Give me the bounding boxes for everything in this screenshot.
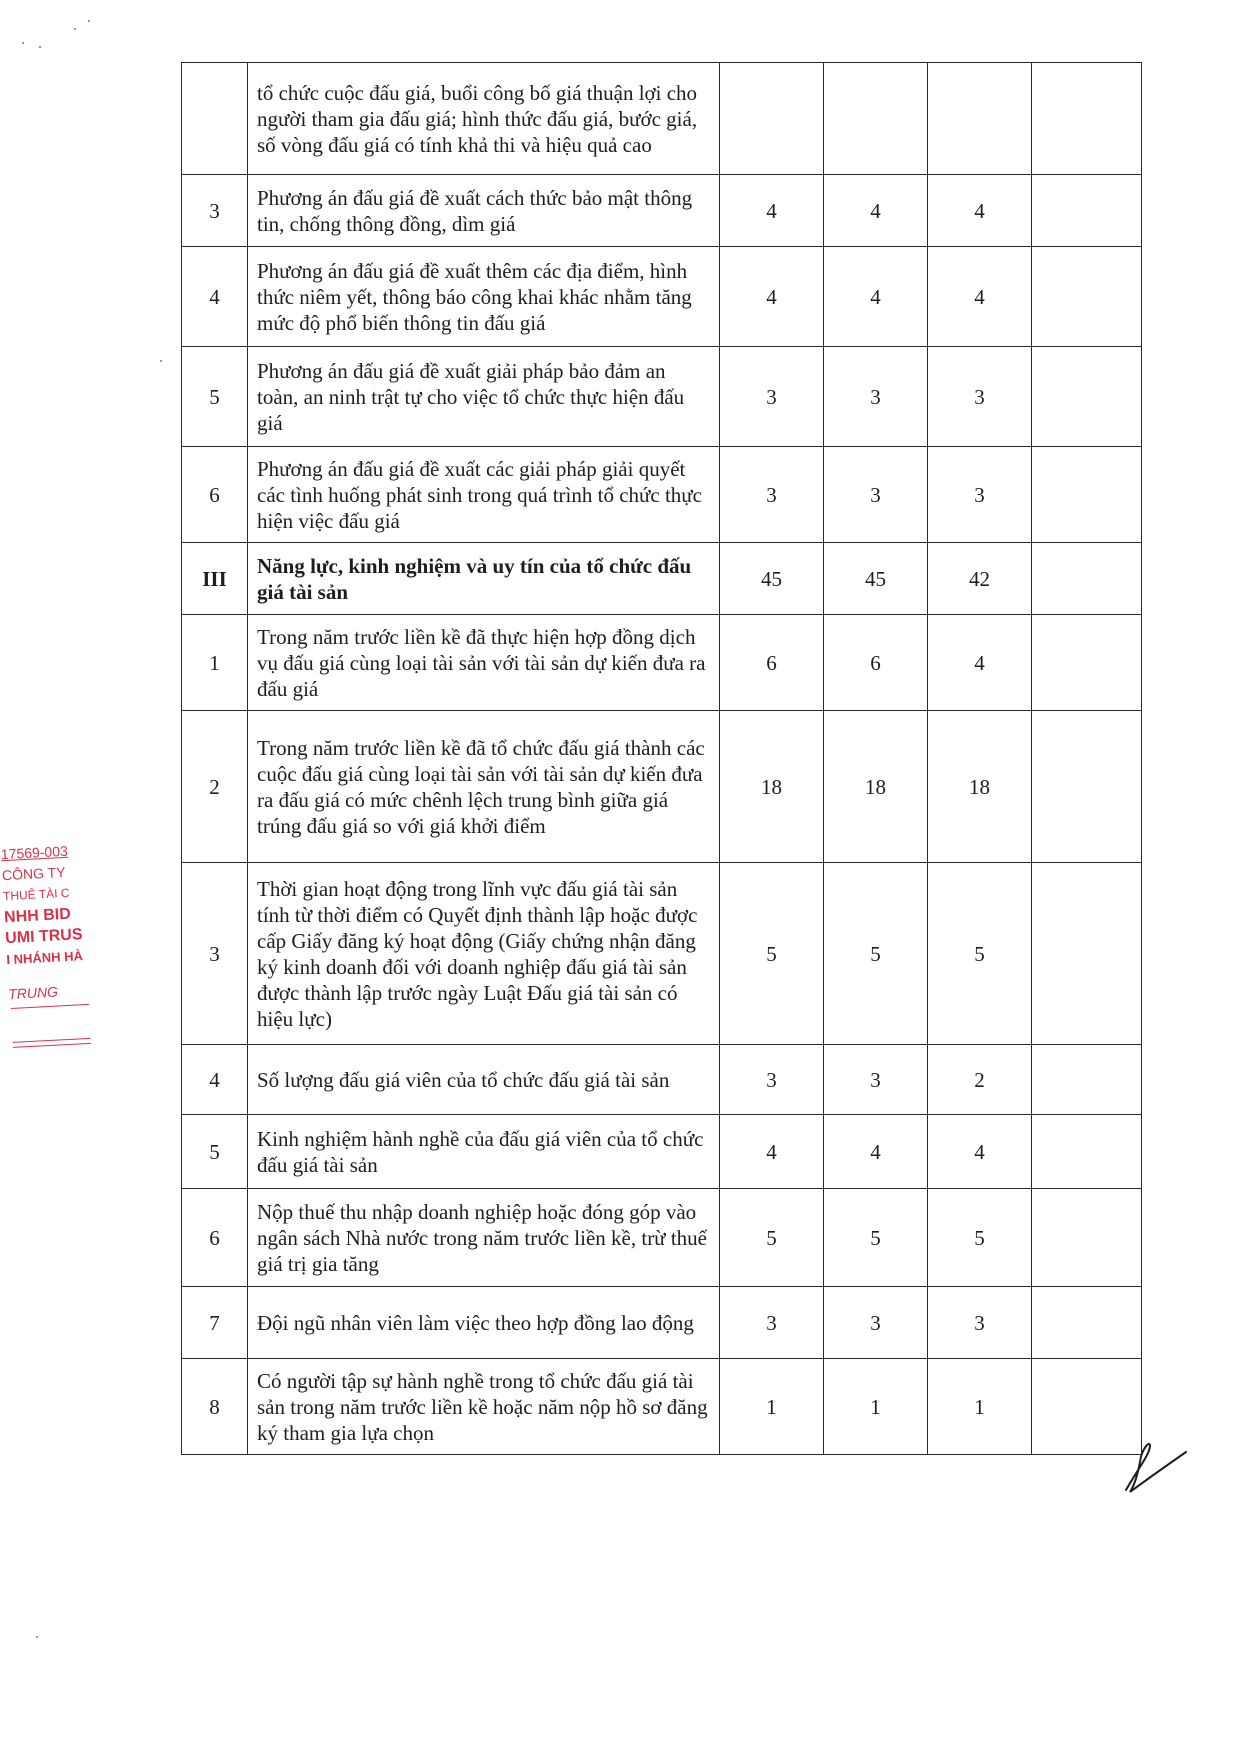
blank-cell <box>1032 543 1142 615</box>
score-3: 42 <box>928 543 1032 615</box>
stamp-line: UMI TRUS <box>4 926 83 948</box>
table-row <box>182 1115 1142 1189</box>
score-3: 1 <box>928 1359 1032 1455</box>
row-number: 5 <box>182 1115 248 1189</box>
criterion-text: Nộp thuế thu nhập doanh nghiệp hoặc đóng góp vào ngân sách Nhà nước trong năm trước liền kề, trừ thuế giá trị gia tăng <box>248 1189 720 1287</box>
score-1: 3 <box>720 447 824 543</box>
criterion-text: Trong năm trước liền kề đã tổ chức đấu giá thành các cuộc đấu giá cùng loại tài sản với tài sản dự kiến đưa ra đấu giá có mức chênh lệch trung bình giữa giá trúng đấu giá so với giá khởi điểm <box>248 711 720 863</box>
score-2: 3 <box>824 347 928 447</box>
row-number: 6 <box>182 447 248 543</box>
row-number: 8 <box>182 1359 248 1455</box>
table-row <box>182 175 1142 247</box>
score-2: 6 <box>824 615 928 711</box>
section-row <box>182 543 1142 615</box>
score-2: 1 <box>824 1359 928 1455</box>
table-row <box>182 711 1142 863</box>
score-1: 4 <box>720 247 824 347</box>
table-row <box>182 247 1142 347</box>
stamp-line: TRUNG <box>7 983 59 1003</box>
score-3: 18 <box>928 711 1032 863</box>
row-number <box>182 63 248 175</box>
score-1: 6 <box>720 615 824 711</box>
criterion-text: Đội ngũ nhân viên làm việc theo hợp đồng lao động <box>248 1287 720 1359</box>
row-number: 3 <box>182 175 248 247</box>
blank-cell <box>1032 63 1142 175</box>
criterion-text: Phương án đấu giá đề xuất các giải pháp giải quyết các tình huống phát sinh trong quá trình tổ chức thực hiện việc đấu giá <box>248 447 720 543</box>
blank-cell <box>1032 615 1142 711</box>
criterion-text: Phương án đấu giá đề xuất giải pháp bảo đảm an toàn, an ninh trật tự cho việc tổ chức thực hiện đấu giá <box>248 347 720 447</box>
score-2: 18 <box>824 711 928 863</box>
blank-cell <box>1032 247 1142 347</box>
score-3: 5 <box>928 863 1032 1045</box>
table-row <box>182 1045 1142 1115</box>
criterion-text: Số lượng đấu giá viên của tổ chức đấu giá tài sản <box>248 1045 720 1115</box>
table-row <box>182 63 1142 175</box>
row-number: 6 <box>182 1189 248 1287</box>
company-stamp <box>0 840 93 1062</box>
score-3: 4 <box>928 175 1032 247</box>
stamp-line: CÔNG TY <box>1 863 66 884</box>
table-row <box>182 347 1142 447</box>
score-1: 3 <box>720 1045 824 1115</box>
blank-cell <box>1032 1287 1142 1359</box>
stamp-line: 17569-003 <box>0 842 69 863</box>
stamp-rule <box>13 1043 91 1048</box>
row-number: 4 <box>182 1045 248 1115</box>
blank-cell <box>1032 711 1142 863</box>
score-2: 4 <box>824 175 928 247</box>
blank-cell <box>1032 1045 1142 1115</box>
score-3 <box>928 63 1032 175</box>
table-row <box>182 1287 1142 1359</box>
stamp-line: I NHÁNH HÀ <box>6 948 84 968</box>
stamp-line: NHH BID <box>3 905 72 927</box>
criterion-text: Phương án đấu giá đề xuất cách thức bảo mật thông tin, chống thông đồng, dìm giá <box>248 175 720 247</box>
score-2 <box>824 63 928 175</box>
score-1: 5 <box>720 863 824 1045</box>
score-1: 4 <box>720 1115 824 1189</box>
score-2: 3 <box>824 1045 928 1115</box>
score-1: 18 <box>720 711 824 863</box>
blank-cell <box>1032 175 1142 247</box>
scan-speck <box>160 360 162 362</box>
criterion-text: Phương án đấu giá đề xuất thêm các địa điểm, hình thức niêm yết, thông báo công khai khác nhằm tăng mức độ phổ biến thông tin đấu giá <box>248 247 720 347</box>
score-1: 1 <box>720 1359 824 1455</box>
criterion-text: Thời gian hoạt động trong lĩnh vực đấu giá tài sản tính từ thời điểm có Quyết định thành lập hoặc được cấp Giấy đăng ký hoạt động (Giấy chứng nhận đăng ký kinh doanh đối với doanh nghiệp đấu giá tài sản được thành lập trước ngày Luật Đấu giá tài sản có hiệu lực) <box>248 863 720 1045</box>
blank-cell <box>1032 447 1142 543</box>
criterion-text: Trong năm trước liền kề đã thực hiện hợp đồng dịch vụ đấu giá cùng loại tài sản với tài sản dự kiến đưa ra đấu giá <box>248 615 720 711</box>
score-1: 4 <box>720 175 824 247</box>
score-2: 4 <box>824 1115 928 1189</box>
row-number: 2 <box>182 711 248 863</box>
score-3: 4 <box>928 1115 1032 1189</box>
score-3: 2 <box>928 1045 1032 1115</box>
section-number: III <box>182 543 248 615</box>
table-row <box>182 1359 1142 1455</box>
scan-speck <box>74 28 76 30</box>
table-row <box>182 447 1142 543</box>
scan-speck <box>22 42 24 44</box>
row-number: 1 <box>182 615 248 711</box>
score-3: 3 <box>928 447 1032 543</box>
score-2: 3 <box>824 447 928 543</box>
signature-mark <box>1120 1438 1200 1498</box>
criterion-text: tổ chức cuộc đấu giá, buổi công bố giá thuận lợi cho người tham gia đấu giá; hình thức đấu giá, bước giá, số vòng đấu giá có tính khả thi và hiệu quả cao <box>248 63 720 175</box>
score-2: 3 <box>824 1287 928 1359</box>
section-title: Năng lực, kinh nghiệm và uy tín của tổ chức đấu giá tài sản <box>248 543 720 615</box>
score-2: 45 <box>824 543 928 615</box>
row-number: 4 <box>182 247 248 347</box>
score-1: 45 <box>720 543 824 615</box>
score-1: 3 <box>720 1287 824 1359</box>
blank-cell <box>1032 347 1142 447</box>
row-number: 3 <box>182 863 248 1045</box>
scan-speck <box>36 1636 38 1638</box>
table-row <box>182 615 1142 711</box>
scan-speck <box>39 46 41 48</box>
row-number: 5 <box>182 347 248 447</box>
score-table <box>181 62 1142 1455</box>
blank-cell <box>1032 863 1142 1045</box>
blank-cell <box>1032 1115 1142 1189</box>
row-number: 7 <box>182 1287 248 1359</box>
score-2: 5 <box>824 1189 928 1287</box>
stamp-rule <box>11 1004 89 1009</box>
score-2: 4 <box>824 247 928 347</box>
score-3: 3 <box>928 1287 1032 1359</box>
stamp-line: THUÊ TÀI C <box>2 885 70 904</box>
score-3: 4 <box>928 615 1032 711</box>
score-1: 5 <box>720 1189 824 1287</box>
blank-cell <box>1032 1189 1142 1287</box>
table-row <box>182 1189 1142 1287</box>
score-1 <box>720 63 824 175</box>
stamp-rule <box>13 1038 91 1043</box>
score-3: 4 <box>928 247 1032 347</box>
score-3: 5 <box>928 1189 1032 1287</box>
score-2: 5 <box>824 863 928 1045</box>
criterion-text: Kinh nghiệm hành nghề của đấu giá viên của tổ chức đấu giá tài sản <box>248 1115 720 1189</box>
criterion-text: Có người tập sự hành nghề trong tổ chức đấu giá tài sản trong năm trước liền kề hoặc năm nộp hồ sơ đăng ký tham gia lựa chọn <box>248 1359 720 1455</box>
score-1: 3 <box>720 347 824 447</box>
score-3: 3 <box>928 347 1032 447</box>
table-row <box>182 863 1142 1045</box>
scan-speck <box>88 20 90 22</box>
